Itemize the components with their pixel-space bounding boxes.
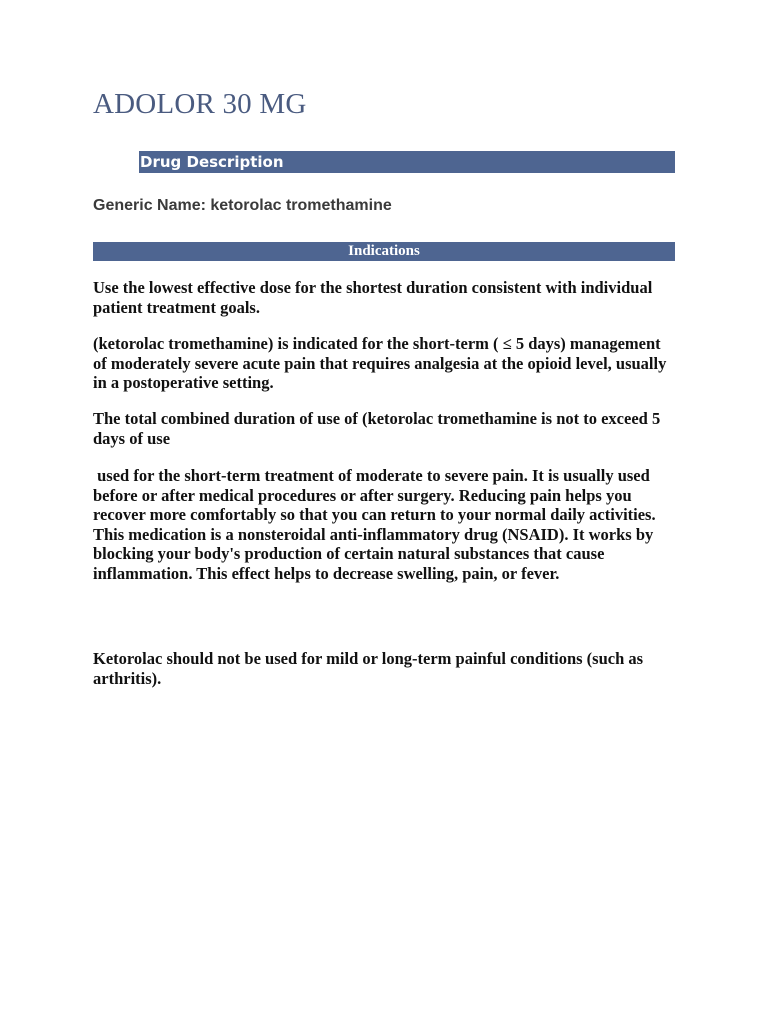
paragraph-dosing-guidance: Use the lowest effective dose for the shortest duration consistent with individual patient treatment goals. — [93, 278, 653, 317]
paragraph-usage-description: used for the short-term treatment of moderate to severe pain. It is usually used before or after medical procedures or after surgery. Reducing pain helps you recover more comfortably so that you can return to your normal daily activities. This medication is a nonsteroidal anti-inflammatory drug (NSAID). It works by blocking your body's production of certain natural substances that cause inflammation. This effect helps to decrease swelling, pain, or fever. — [93, 466, 660, 583]
document-title: ADOLOR 30 MG — [93, 88, 307, 120]
paragraph-duration-limit: The total combined duration of use of (ketorolac tromethamine is not to exceed 5 days of use — [93, 409, 661, 448]
paragraph-contraindication: Ketorolac should not be used for mild or long-term painful conditions (such as arthritis). — [93, 649, 644, 688]
drug-description-header-bar — [139, 151, 675, 173]
drug-description-heading: Drug Description — [140, 153, 284, 171]
indications-heading: Indications — [348, 243, 420, 259]
generic-name-line: Generic Name: ketorolac tromethamine — [93, 197, 392, 214]
indications-header-bar — [93, 242, 675, 261]
paragraph-indication: (ketorolac tromethamine) is indicated for the short-term ( ≤ 5 days) management of moderately severe acute pain that requires analgesia at the opioid level, usually in a postoperative setting. — [93, 334, 667, 392]
